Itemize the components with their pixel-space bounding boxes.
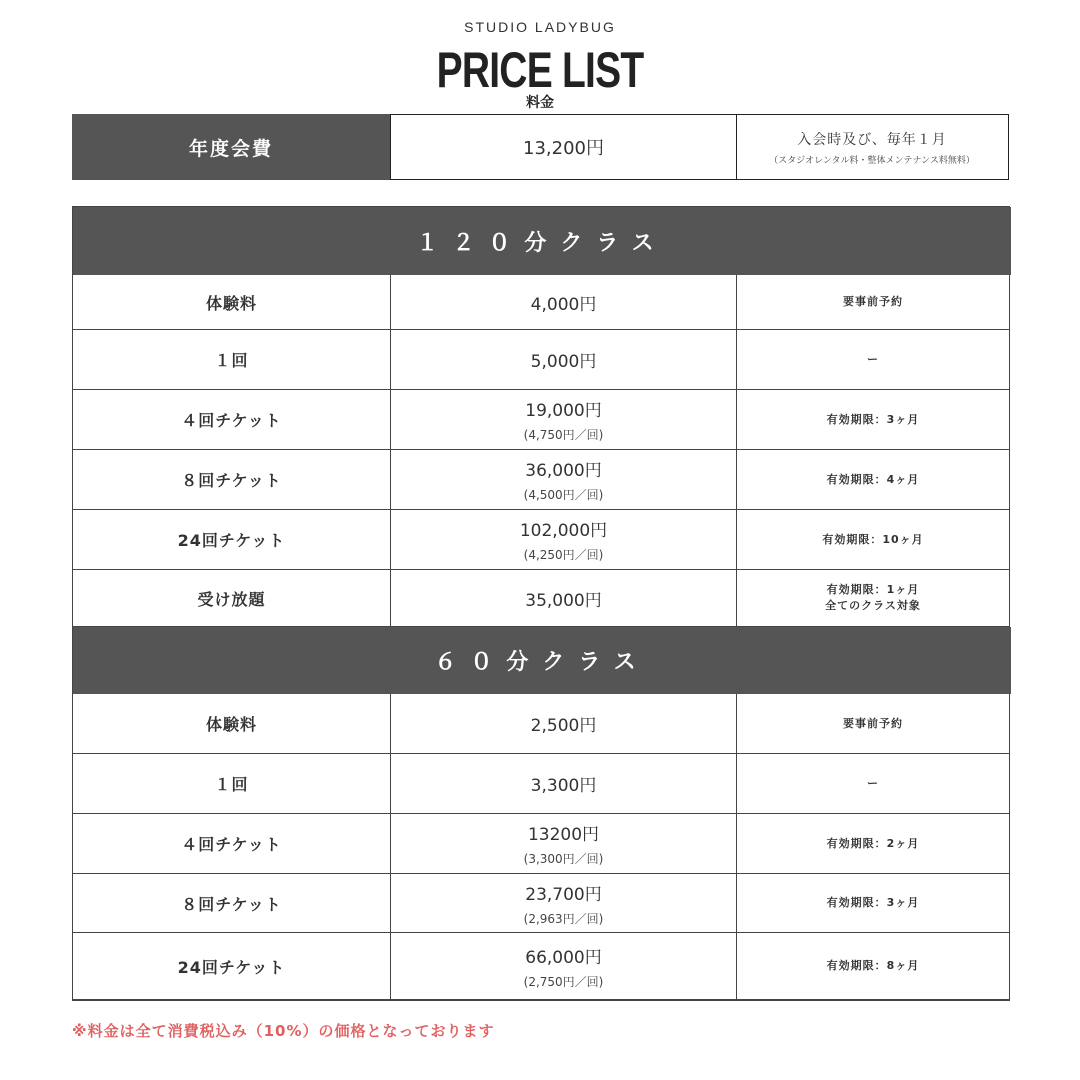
plan-price-cell bbox=[390, 754, 737, 813]
plan-note: 有効期限：1ヶ月 bbox=[826, 583, 920, 596]
plan-price-cell bbox=[390, 933, 737, 999]
page-title: PRICE LIST bbox=[436, 42, 644, 98]
plan-price: 4,000円 bbox=[530, 294, 597, 315]
plan-price: 35,000円 bbox=[525, 590, 602, 611]
price-row bbox=[73, 754, 1009, 814]
plan-price: 23,700円 bbox=[525, 884, 602, 905]
plan-price-cell bbox=[390, 570, 737, 626]
plan-name: ８回チケット bbox=[181, 894, 282, 914]
plan-per-session: (4,750円／回) bbox=[523, 428, 604, 442]
plan-price: 5,000円 bbox=[530, 352, 597, 372]
plan-note-cell bbox=[737, 754, 1009, 813]
plan-per-session: (2,750円／回) bbox=[523, 974, 604, 989]
plan-note: 有効期限：3ヶ月 bbox=[826, 896, 920, 909]
plan-price: 2,500円 bbox=[530, 716, 597, 736]
plan-note: 有効期限：2ヶ月 bbox=[826, 836, 920, 850]
annual-fee-label: 年度会費 bbox=[72, 114, 390, 180]
plan-name: ４回チケット bbox=[181, 835, 282, 854]
plan-price-cell bbox=[390, 450, 737, 509]
plan-name: １回 bbox=[214, 775, 249, 794]
plan-note-cell bbox=[737, 330, 1009, 389]
price-row bbox=[73, 814, 1009, 874]
plan-note: ー bbox=[867, 352, 879, 366]
price-row bbox=[73, 694, 1009, 754]
price-row bbox=[73, 390, 1009, 450]
plan-name: 受け放題 bbox=[197, 589, 266, 609]
section-header-120: １２０分クラス bbox=[73, 207, 1011, 275]
plan-note-cell bbox=[737, 390, 1009, 449]
annual-fee-note bbox=[736, 114, 1009, 180]
plan-note: 有効期限：3ヶ月 bbox=[826, 412, 920, 426]
annual-fee-note-sub: （スタジオレンタル料・整体メンテナンス料無料） bbox=[769, 155, 975, 166]
plan-note-extra: 全てのクラス対象 bbox=[825, 599, 921, 612]
plan-price: 3,300円 bbox=[530, 776, 597, 796]
plan-note-cell bbox=[737, 570, 1009, 626]
plan-note: 有効期限：4ヶ月 bbox=[826, 472, 920, 486]
plan-note: ー bbox=[867, 776, 879, 790]
plan-price-cell bbox=[390, 275, 737, 329]
page-subtitle: 料金 bbox=[526, 95, 554, 111]
plan-note: 有効期限：10ヶ月 bbox=[822, 532, 924, 546]
annual-fee-price: 13,200円 bbox=[390, 114, 737, 180]
plan-price-cell bbox=[390, 874, 737, 932]
plan-per-session: (4,250円／回) bbox=[523, 548, 604, 562]
plan-price: 36,000円 bbox=[525, 461, 602, 481]
plan-name: ４回チケット bbox=[181, 411, 282, 430]
price-row bbox=[73, 275, 1009, 330]
studio-name: STUDIO LADYBUG bbox=[464, 19, 616, 35]
plan-price: 102,000円 bbox=[519, 521, 608, 541]
plan-note-cell bbox=[737, 450, 1009, 509]
plan-price: 13200円 bbox=[527, 825, 600, 845]
price-row bbox=[73, 510, 1009, 570]
price-table bbox=[72, 206, 1010, 1001]
plan-name: ８回チケット bbox=[181, 471, 282, 490]
plan-note-cell bbox=[737, 510, 1009, 569]
plan-name: 24回チケット bbox=[177, 531, 286, 550]
plan-price: 66,000円 bbox=[525, 947, 602, 968]
plan-note-cell bbox=[737, 275, 1009, 329]
plan-price-cell bbox=[390, 694, 737, 753]
plan-price-cell bbox=[390, 510, 737, 569]
price-row bbox=[73, 330, 1009, 390]
plan-note: 有効期限：8ヶ月 bbox=[826, 959, 920, 972]
plan-per-session: (3,300円／回) bbox=[523, 852, 604, 866]
plan-note-cell bbox=[737, 694, 1009, 753]
plan-price-cell bbox=[390, 330, 737, 389]
price-row bbox=[73, 570, 1009, 627]
plan-name: 体験料 bbox=[205, 293, 257, 313]
plan-name: 体験料 bbox=[205, 715, 257, 734]
plan-name: 24回チケット bbox=[177, 957, 286, 977]
plan-per-session: (4,500円／回) bbox=[523, 488, 604, 502]
price-row bbox=[73, 450, 1009, 510]
tax-footnote: ※料金は全て消費税込み（10%）の価格となっております bbox=[72, 1022, 495, 1040]
section-header-60: ６０分クラス bbox=[73, 627, 1011, 694]
plan-note-cell bbox=[737, 933, 1009, 999]
plan-price-cell bbox=[390, 814, 737, 873]
plan-price: 19,000円 bbox=[525, 401, 602, 421]
plan-per-session: (2,963円／回) bbox=[523, 911, 604, 926]
price-row bbox=[73, 933, 1009, 1000]
plan-note: 要事前予約 bbox=[843, 716, 903, 730]
annual-fee-note-main: 入会時及び、毎年１月 bbox=[797, 131, 947, 148]
plan-price-cell bbox=[390, 390, 737, 449]
price-row bbox=[73, 874, 1009, 933]
plan-note-cell bbox=[737, 814, 1009, 873]
plan-note: 要事前予約 bbox=[843, 295, 903, 308]
plan-note-cell bbox=[737, 874, 1009, 932]
plan-name: １回 bbox=[214, 351, 249, 370]
